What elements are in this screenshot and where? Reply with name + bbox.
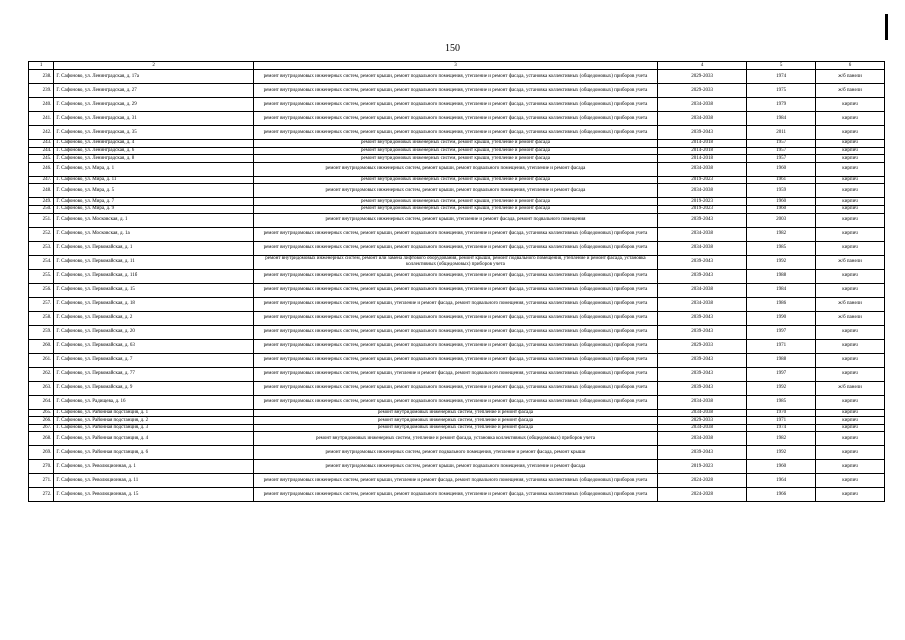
repair-works: ремонт внутридомовых инженерных систем, ремонт крыши, утепление и ремонт фасада, ремонт подвального помещения, установка коллективных (общедомовых) приборов учета xyxy=(253,367,657,381)
table-body xyxy=(29,62,885,502)
building-address: Г. Сафоново, ул. Первомайская, д. 15 xyxy=(54,283,254,297)
building-address: Г. Сафоново, ул. Ленинградская, д. 29 xyxy=(54,98,254,112)
planned-period: 2034-2038 xyxy=(658,297,747,311)
wall-material: кирпич xyxy=(816,488,885,502)
table-row xyxy=(29,460,885,474)
planned-period: 2029-2033 xyxy=(658,84,747,98)
construction-year: 1959 xyxy=(747,184,816,198)
planned-period: 2014-2018 xyxy=(658,140,747,148)
building-address: Г. Сафоново, ул. Мира, д. 11 xyxy=(54,176,254,184)
building-address: Г. Сафоново, ул. Ленинградская, д. 27 xyxy=(54,84,254,98)
wall-material: кирпич xyxy=(816,353,885,367)
repair-works: ремонт внутридомовых инженерных систем, ремонт крыши, ремонт подвального помещения, утепление и ремонт фасада, установка коллективных (общедомовых) приборов учета xyxy=(253,311,657,325)
building-address: Г. Сафоново, ул. Первомайская, д. 1 xyxy=(54,241,254,255)
wall-material: кирпич xyxy=(816,147,885,155)
repair-works: ремонт внутридомовых инженерных систем, ремонт крыши, ремонт подвального помещения, утепление и ремонт фасада xyxy=(253,184,657,198)
construction-year: 1964 xyxy=(747,474,816,488)
wall-material: кирпич xyxy=(816,126,885,140)
repair-works: ремонт внутридомовых инженерных систем, ремонт крыши, ремонт подвального помещения, утепление и ремонт фасада xyxy=(253,460,657,474)
planned-period: 2039-2043 xyxy=(658,353,747,367)
building-address: Г. Сафоново, ул. Районная подстанция, д. 1 xyxy=(54,409,254,417)
table-row xyxy=(29,446,885,460)
wall-material: кирпич xyxy=(816,367,885,381)
wall-material: кирпич xyxy=(816,198,885,206)
planned-period: 2024-2028 xyxy=(658,474,747,488)
construction-year: 1957 xyxy=(747,155,816,163)
table-row xyxy=(29,381,885,395)
row-number: 242. xyxy=(29,126,54,140)
table-row xyxy=(29,395,885,409)
construction-year: 1992 xyxy=(747,255,816,269)
table-row xyxy=(29,84,885,98)
building-address: Г. Сафоново, ул. Ленинградская, д. 31 xyxy=(54,112,254,126)
table-row xyxy=(29,70,885,84)
wall-material: кирпич xyxy=(816,432,885,446)
construction-year: 1960 xyxy=(747,162,816,176)
repair-works: ремонт внутридомовых инженерных систем, ремонт крыши, утепление и ремонт фасада, ремонт подвального помещения, установка коллективных (общедомовых) приборов учета xyxy=(253,474,657,488)
table-row xyxy=(29,184,885,198)
repair-works: ремонт внутридомовых инженерных систем, ремонт крыши, ремонт подвального помещения, утепление и ремонт фасада, установка коллективных (общедомовых) приборов учета xyxy=(253,339,657,353)
row-number: 253. xyxy=(29,241,54,255)
repair-works: ремонт внутридомовых инженерных систем, ремонт крыши, утепление и ремонт фасада xyxy=(253,198,657,206)
wall-material: кирпич xyxy=(816,269,885,283)
wall-material: ж/б панели xyxy=(816,255,885,269)
construction-year: 1992 xyxy=(747,446,816,460)
construction-year: 1997 xyxy=(747,325,816,339)
planned-period: 2019-2023 xyxy=(658,205,747,213)
row-number: 241. xyxy=(29,112,54,126)
construction-year: 2003 xyxy=(747,213,816,227)
construction-year: 1988 xyxy=(747,353,816,367)
wall-material: кирпич xyxy=(816,283,885,297)
row-number: 254. xyxy=(29,255,54,269)
repair-works: ремонт внутридомовых инженерных систем, ремонт крыши, ремонт подвального помещения, утепление и ремонт фасада, установка коллективных (общедомовых) приборов учета xyxy=(253,488,657,502)
building-address: Г. Сафоново, ул. Революционная, д. 11 xyxy=(54,474,254,488)
table-row xyxy=(29,112,885,126)
repair-works: ремонт внутридомовых инженерных систем, ремонт крыши, ремонт подвального помещения, утепление и ремонт фасада, установка коллективных (общедомовых) приборов учета xyxy=(253,70,657,84)
wall-material: кирпич xyxy=(816,162,885,176)
row-number: 269. xyxy=(29,446,54,460)
row-number: 252. xyxy=(29,227,54,241)
table-row xyxy=(29,311,885,325)
wall-material: кирпич xyxy=(816,140,885,148)
construction-year: 1979 xyxy=(747,98,816,112)
table-row xyxy=(29,488,885,502)
row-number: 259. xyxy=(29,325,54,339)
row-number: 272. xyxy=(29,488,54,502)
planned-period: 2019-2023 xyxy=(658,460,747,474)
wall-material: ж/б панели xyxy=(816,84,885,98)
planned-period: 2034-2038 xyxy=(658,424,747,432)
wall-material: кирпич xyxy=(816,213,885,227)
planned-period: 2039-2043 xyxy=(658,213,747,227)
row-number: 255. xyxy=(29,269,54,283)
row-number: 247. xyxy=(29,176,54,184)
planned-period: 2034-2038 xyxy=(658,227,747,241)
building-address: Г. Сафоново, ул. Районная подстанция, д. 6 xyxy=(54,446,254,460)
row-number: 256. xyxy=(29,283,54,297)
table-row xyxy=(29,147,885,155)
wall-material: ж/б панели xyxy=(816,70,885,84)
table-row xyxy=(29,198,885,206)
wall-material: кирпич xyxy=(816,155,885,163)
building-address: Г. Сафоново, ул. Первомайская, д. 9 xyxy=(54,381,254,395)
construction-year: 1986 xyxy=(747,297,816,311)
table-row xyxy=(29,297,885,311)
row-number: 238. xyxy=(29,70,54,84)
planned-period: 2029-2033 xyxy=(658,417,747,425)
repair-works: ремонт внутридомовых инженерных систем, ремонт или замена лифтового оборудования, ремонт крыши, ремонт подвального помещения, утепление и ремонт фасада, установка коллективных (общедомовых) приборов учета xyxy=(253,255,657,269)
planned-period: 2039-2043 xyxy=(658,126,747,140)
building-address: Г. Сафоново, ул. Первомайская, д. 2 xyxy=(54,311,254,325)
planned-period: 2019-2023 xyxy=(658,198,747,206)
repair-works: ремонт внутридомовых инженерных систем, ремонт крыши, ремонт подвального помещения, утепление и ремонт фасада, установка коллективных (общедомовых) приборов учета xyxy=(253,269,657,283)
repair-works: ремонт внутридомовых инженерных систем, ремонт крыши, утепление и ремонт фасада xyxy=(253,147,657,155)
column-number: 3 xyxy=(253,62,657,70)
repair-works: ремонт внутридомовых инженерных систем, ремонт крыши, ремонт подвального помещения, утепление и ремонт фасада, установка коллективных (общедомовых) приборов учета xyxy=(253,325,657,339)
building-address: Г. Сафоново, ул. Районная подстанция, д. 2 xyxy=(54,417,254,425)
building-address: Г. Сафоново, ул. Первомайская, д. 11 xyxy=(54,255,254,269)
building-address: Г. Сафоново, ул. Районная подстанция, д. 4 xyxy=(54,432,254,446)
repair-works: ремонт внутридомовых инженерных систем, ремонт крыши, утепление и ремонт фасада xyxy=(253,155,657,163)
construction-year: 1971 xyxy=(747,417,816,425)
planned-period: 2034-2038 xyxy=(658,184,747,198)
repair-works: ремонт внутридомовых инженерных систем, ремонт крыши, ремонт подвального помещения, утепление и ремонт фасада, установка коллективных (общедомовых) приборов учета xyxy=(253,283,657,297)
construction-year: 1974 xyxy=(747,70,816,84)
construction-year: 1960 xyxy=(747,460,816,474)
table-row xyxy=(29,241,885,255)
planned-period: 2034-2038 xyxy=(658,395,747,409)
construction-year: 1992 xyxy=(747,381,816,395)
table-row xyxy=(29,409,885,417)
wall-material: кирпич xyxy=(816,241,885,255)
row-number: 270. xyxy=(29,460,54,474)
row-number: 260. xyxy=(29,339,54,353)
construction-year: 1985 xyxy=(747,395,816,409)
scan-edge-mark xyxy=(885,14,888,40)
repair-works: ремонт внутридомовых инженерных систем, ремонт крыши, ремонт подвального помещения, утепление и ремонт фасада, установка коллективных (общедомовых) приборов учета xyxy=(253,227,657,241)
construction-year: 1997 xyxy=(747,367,816,381)
row-number: 271. xyxy=(29,474,54,488)
repair-works: ремонт внутридомовых инженерных систем, утепление и ремонт фасада xyxy=(253,409,657,417)
planned-period: 2034-2038 xyxy=(658,409,747,417)
column-number: 4 xyxy=(658,62,747,70)
building-address: Г. Сафоново, ул. Мира, д. 9 xyxy=(54,205,254,213)
repair-works: ремонт внутридомовых инженерных систем, ремонт крыши, ремонт подвального помещения, утепление и ремонт фасада, установка коллективных (общедомовых) приборов учета xyxy=(253,353,657,367)
planned-period: 2039-2043 xyxy=(658,311,747,325)
repair-works: ремонт внутридомовых инженерных систем, ремонт крыши, утепление и ремонт фасада, ремонт подвального помещения xyxy=(253,213,657,227)
repair-works: ремонт внутридомовых инженерных систем, утепление и ремонт фасада xyxy=(253,424,657,432)
row-number: 257. xyxy=(29,297,54,311)
building-address: Г. Сафоново, ул. Революционная, д. 15 xyxy=(54,488,254,502)
planned-period: 2029-2033 xyxy=(658,70,747,84)
column-number: 2 xyxy=(54,62,254,70)
row-number: 250. xyxy=(29,205,54,213)
planned-period: 2039-2043 xyxy=(658,446,747,460)
table-row xyxy=(29,155,885,163)
wall-material: кирпич xyxy=(816,325,885,339)
construction-year: 1984 xyxy=(747,283,816,297)
construction-year: 1982 xyxy=(747,432,816,446)
repair-works: ремонт внутридомовых инженерных систем, ремонт крыши, ремонт подвального помещения, утепление и ремонт фасада, установка коллективных (общедомовых) приборов учета xyxy=(253,395,657,409)
planned-period: 2034-2038 xyxy=(658,241,747,255)
column-number: 6 xyxy=(816,62,885,70)
row-number: 249. xyxy=(29,198,54,206)
wall-material: кирпич xyxy=(816,474,885,488)
planned-period: 2039-2043 xyxy=(658,381,747,395)
repair-works: ремонт внутридомовых инженерных систем, ремонт крыши, утепление и ремонт фасада xyxy=(253,176,657,184)
wall-material: кирпич xyxy=(816,409,885,417)
building-address: Г. Сафоново, ул. Ленинградская, д. 6 xyxy=(54,147,254,155)
building-address: Г. Сафоново, ул. Радищева, д. 16 xyxy=(54,395,254,409)
row-number: 239. xyxy=(29,84,54,98)
building-address: Г. Сафоново, ул. Первомайская, д. 7 xyxy=(54,353,254,367)
repair-works: ремонт внутридомовых инженерных систем, утепление и ремонт фасада, установка коллективных (общедомовых) приборов учета xyxy=(253,432,657,446)
construction-year: 1957 xyxy=(747,147,816,155)
building-address: Г. Сафоново, ул. Мира, д. 7 xyxy=(54,198,254,206)
construction-year: 1990 xyxy=(747,311,816,325)
wall-material: кирпич xyxy=(816,205,885,213)
planned-period: 2039-2043 xyxy=(658,325,747,339)
building-address: Г. Сафоново, ул. Первомайская, д. 11б xyxy=(54,269,254,283)
building-address: Г. Сафоново, ул. Московская, д. 1а xyxy=(54,227,254,241)
planned-period: 2039-2043 xyxy=(658,367,747,381)
row-number: 244. xyxy=(29,147,54,155)
wall-material: кирпич xyxy=(816,446,885,460)
table-row xyxy=(29,213,885,227)
construction-year: 1966 xyxy=(747,488,816,502)
repair-works: ремонт внутридомовых инженерных систем, ремонт крыши, утепление и ремонт фасада xyxy=(253,205,657,213)
repair-works: ремонт внутридомовых инженерных систем, ремонт крыши, ремонт подвального помещения, утепление и ремонт фасада, установка коллективных (общедомовых) приборов учета xyxy=(253,381,657,395)
building-address: Г. Сафоново, ул. Ленинградская, д. 4 xyxy=(54,140,254,148)
table-row xyxy=(29,432,885,446)
repair-works: ремонт внутридомовых инженерных систем, ремонт крыши, утепление и ремонт фасада, ремонт подвального помещения, установка коллективных (общедомовых) приборов учета xyxy=(253,297,657,311)
wall-material: кирпич xyxy=(816,227,885,241)
wall-material: кирпич xyxy=(816,417,885,425)
construction-year: 1960 xyxy=(747,198,816,206)
row-number: 264. xyxy=(29,395,54,409)
row-number: 248. xyxy=(29,184,54,198)
construction-year: 1975 xyxy=(747,84,816,98)
table-row xyxy=(29,474,885,488)
table-row xyxy=(29,424,885,432)
construction-year: 1971 xyxy=(747,339,816,353)
repair-works: ремонт внутридомовых инженерных систем, ремонт крыши, ремонт подвального помещения, утепление и ремонт фасада, установка коллективных (общедомовых) приборов учета xyxy=(253,98,657,112)
repair-works: ремонт внутридомовых инженерных систем, ремонт крыши, ремонт подвального помещения, утепление и ремонт фасада, установка коллективных (общедомовых) приборов учета xyxy=(253,241,657,255)
table-row xyxy=(29,126,885,140)
row-number: 240. xyxy=(29,98,54,112)
row-number: 245. xyxy=(29,155,54,163)
construction-year: 1988 xyxy=(747,269,816,283)
building-address: Г. Сафоново, ул. Районная подстанция, д. 3 xyxy=(54,424,254,432)
repair-works: ремонт внутридомовых инженерных систем, ремонт крыши, ремонт подвального помещения, утепление и ремонт фасада xyxy=(253,162,657,176)
repair-works: ремонт внутридомовых инженерных систем, ремонт крыши, ремонт подвального помещения, утепление и ремонт фасада, установка коллективных (общедомовых) приборов учета xyxy=(253,84,657,98)
planned-period: 2014-2018 xyxy=(658,155,747,163)
building-address: Г. Сафоново, ул. Ленинградская, д. 8 xyxy=(54,155,254,163)
wall-material: кирпич xyxy=(816,424,885,432)
row-number: 263. xyxy=(29,381,54,395)
building-address: Г. Сафоново, ул. Мира, д. 1 xyxy=(54,162,254,176)
table-row xyxy=(29,205,885,213)
wall-material: кирпич xyxy=(816,184,885,198)
repair-works: ремонт внутридомовых инженерных систем, утепление и ремонт фасада xyxy=(253,417,657,425)
building-address: Г. Сафоново, ул. Ленинградская, д. 17а xyxy=(54,70,254,84)
table-row xyxy=(29,367,885,381)
construction-year: 1961 xyxy=(747,176,816,184)
building-address: Г. Сафоново, ул. Московская, д. 1 xyxy=(54,213,254,227)
row-number: 243. xyxy=(29,140,54,148)
table-row xyxy=(29,269,885,283)
housing-repair-table xyxy=(28,61,885,502)
repair-works: ремонт внутридомовых инженерных систем, ремонт крыши, ремонт подвального помещения, утепление и ремонт фасада, установка коллективных (общедомовых) приборов учета xyxy=(253,126,657,140)
table-row xyxy=(29,162,885,176)
planned-period: 2019-2023 xyxy=(658,176,747,184)
building-address: Г. Сафоново, ул. Первомайская, д. 18 xyxy=(54,297,254,311)
construction-year: 1970 xyxy=(747,409,816,417)
planned-period: 2029-2033 xyxy=(658,339,747,353)
table-row xyxy=(29,283,885,297)
row-number: 246. xyxy=(29,162,54,176)
column-number: 1 xyxy=(29,62,54,70)
building-address: Г. Сафоново, ул. Ленинградская, д. 35 xyxy=(54,126,254,140)
column-number-row xyxy=(29,62,885,70)
wall-material: кирпич xyxy=(816,339,885,353)
wall-material: ж/б панели xyxy=(816,381,885,395)
building-address: Г. Сафоново, ул. Первомайская, д. 77 xyxy=(54,367,254,381)
planned-period: 2039-2043 xyxy=(658,269,747,283)
planned-period: 2024-2028 xyxy=(658,488,747,502)
construction-year: 1957 xyxy=(747,140,816,148)
row-number: 258. xyxy=(29,311,54,325)
wall-material: кирпич xyxy=(816,460,885,474)
planned-period: 2034-2038 xyxy=(658,112,747,126)
table-row xyxy=(29,176,885,184)
table-row xyxy=(29,417,885,425)
planned-period: 2034-2038 xyxy=(658,98,747,112)
building-address: Г. Сафоново, ул. Первомайская, д. 63 xyxy=(54,339,254,353)
table-row xyxy=(29,325,885,339)
planned-period: 2039-2043 xyxy=(658,255,747,269)
row-number: 251. xyxy=(29,213,54,227)
construction-year: 1985 xyxy=(747,241,816,255)
row-number: 267. xyxy=(29,424,54,432)
planned-period: 2034-2038 xyxy=(658,283,747,297)
table-row xyxy=(29,339,885,353)
construction-year: 1982 xyxy=(747,227,816,241)
repair-works: ремонт внутридомовых инженерных систем, ремонт крыши, утепление и ремонт фасада xyxy=(253,140,657,148)
column-number: 5 xyxy=(747,62,816,70)
table-row xyxy=(29,353,885,367)
row-number: 262. xyxy=(29,367,54,381)
construction-year: 2011 xyxy=(747,126,816,140)
table-row xyxy=(29,255,885,269)
building-address: Г. Сафоново, ул. Мира, д. 5 xyxy=(54,184,254,198)
building-address: Г. Сафоново, ул. Революционная, д. 1 xyxy=(54,460,254,474)
construction-year: 1984 xyxy=(747,112,816,126)
planned-period: 2034-2038 xyxy=(658,432,747,446)
construction-year: 1974 xyxy=(747,424,816,432)
wall-material: ж/б панели xyxy=(816,311,885,325)
wall-material: кирпич xyxy=(816,112,885,126)
wall-material: кирпич xyxy=(816,176,885,184)
planned-period: 2034-2038 xyxy=(658,162,747,176)
row-number: 266. xyxy=(29,417,54,425)
building-address: Г. Сафоново, ул. Первомайская, д. 20 xyxy=(54,325,254,339)
wall-material: кирпич xyxy=(816,395,885,409)
planned-period: 2014-2018 xyxy=(658,147,747,155)
repair-works: ремонт внутридомовых инженерных систем, ремонт крыши, ремонт подвального помещения, утепление и ремонт фасада, установка коллективных (общедомовых) приборов учета xyxy=(253,112,657,126)
wall-material: ж/б панели xyxy=(816,297,885,311)
wall-material: кирпич xyxy=(816,98,885,112)
row-number: 261. xyxy=(29,353,54,367)
repair-works: ремонт внутридомовых инженерных систем, ремонт подвального помещения, утепление и ремонт фасада, ремонт крыши xyxy=(253,446,657,460)
table-row xyxy=(29,140,885,148)
table-row xyxy=(29,227,885,241)
row-number: 265. xyxy=(29,409,54,417)
construction-year: 1960 xyxy=(747,205,816,213)
page-number: 150 xyxy=(445,43,460,54)
table-row xyxy=(29,98,885,112)
row-number: 268. xyxy=(29,432,54,446)
